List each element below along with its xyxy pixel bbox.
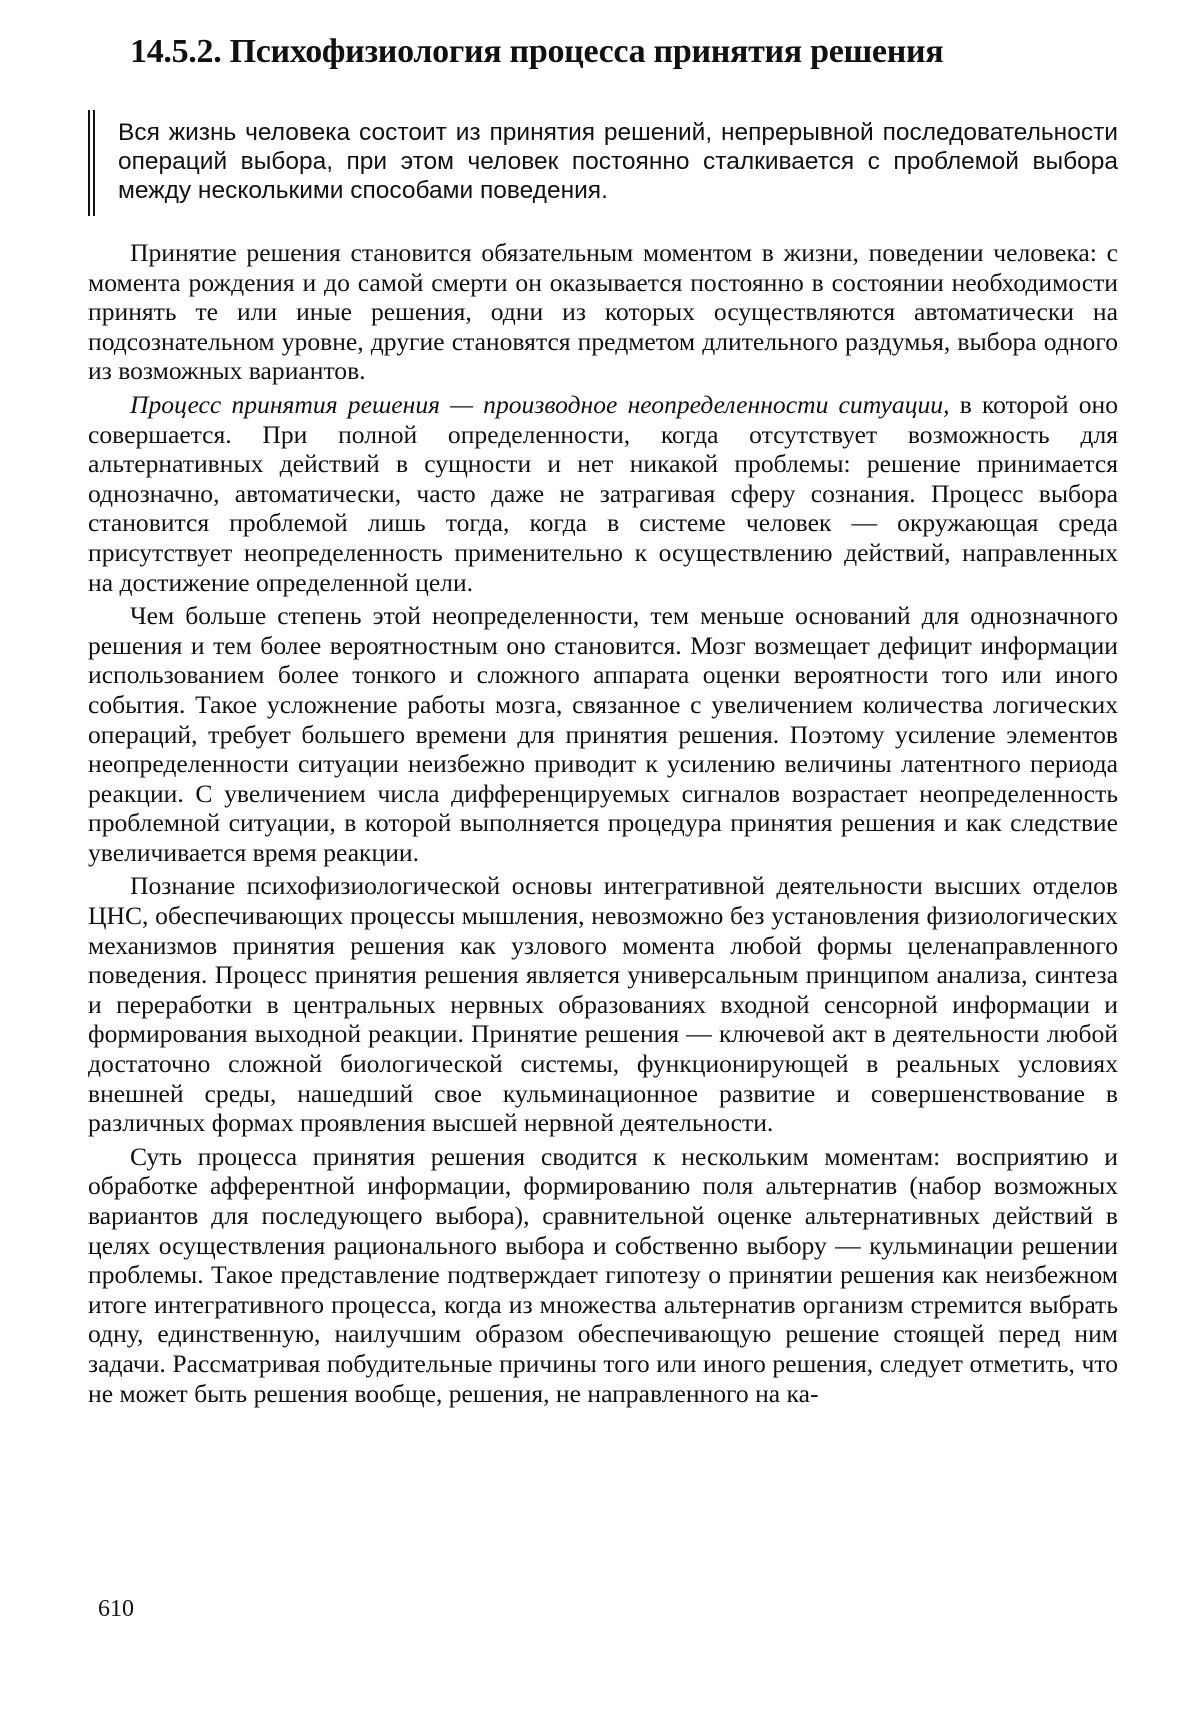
body-text	[88, 238, 1118, 1408]
page-number: 610	[98, 1596, 134, 1622]
paragraph-5	[88, 1142, 1118, 1408]
summary-marker-bar	[88, 110, 95, 216]
paragraph-1	[88, 238, 1118, 386]
summary-text: Вся жизнь человека состоит из принятия решений, непрерывной последовательности операций выбора, при этом человек постоянно сталкивается с проблемой выбора между несколькими способами поведения.	[118, 119, 1118, 204]
summary-block	[88, 118, 1118, 205]
paragraph-1-text: Принятие решения становится обязательным моментом в жизни, поведении человека: с момента рождения и до самой смерти он оказывается постоянно в состоянии необходимости принять те или иные решения, одни из которых осуществляются автоматически на подсознательном уровне, другие становятся предметом длительного раздумья, выбора одного из возможных вариантов.	[88, 238, 1118, 386]
paragraph-3	[88, 601, 1118, 867]
paragraph-2-italic-lead: Процесс принятия решения — производное неопределенности ситуации,	[130, 389, 950, 419]
section-heading: 14.5.2. Психофизиология процесса принятия решения	[130, 33, 944, 70]
document-page	[88, 30, 1118, 1408]
paragraph-5-text: Суть процесса принятия решения сводится к нескольким моментам: восприятию и обработке афферентной информации, формированию поля альтернатив (набор возможных вариантов для последующего выбора), сравнительной оценке альтернативных действий в целях осуществления рационального выбора и собственно выбору — кульминации решении проблемы. Такое представление подтверждает гипотезу о принятии решения как неизбежном итоге интегративного процесса, когда из множества альтернатив организм стремится выбрать одну, единственную, наилучшим образом обеспечивающую решение стоящей перед ним задачи. Рассматривая побудительные причины того или иного решения, следует отметить, что не может быть решения вообще, решения, не направленного на ка-	[88, 1141, 1118, 1408]
paragraph-2-text: в которой оно совершается. При полной определенности, когда отсутствует возможность для альтернативных действий в сущности и нет никакой проблемы: решение принимается однозначно, автоматически, часто даже не затрагивая сферу сознания. Процесс выбора становится проблемой лишь тогда, когда в системе человек — окружающая среда присутствует неопределенность применительно к осуществлению действий, направленных на достижение определенной цели.	[88, 389, 1118, 597]
paragraph-4	[88, 871, 1118, 1137]
paragraph-3-text: Чем больше степень этой неопределенности, тем меньше оснований для однозначного решения и тем более вероятностным оно становится. Мозг возмещает дефицит информации использованием более тонкого и сложного аппарата оценки вероятности того или иного события. Такое усложнение работы мозга, связанное с увеличением количества логических операций, требует большего времени для принятия решения. Поэтому усиление элементов неопределенности ситуации неизбежно приводит к усилению величины латентного периода реакции. С увеличением числа дифференцируемых сигналов возрастает неопределенность проблемной ситуации, в которой выполняется процедура принятия решения и как следствие увеличивается время реакции.	[88, 601, 1118, 867]
paragraph-4-text: Познание психофизиологической основы интегративной деятельности высших отделов ЦНС, обеспечивающих процессы мышления, невозможно без установления физиологических механизмов принятия решения как узлового момента любой формы целенаправленного поведения. Процесс принятия решения является универсальным принципом анализа, синтеза и переработки в центральных нервных образованиях входной сенсорной информации и формирования выходной реакции. Принятие решения — ключевой акт в деятельности любой достаточно сложной биологической системы, функционирующей в реальных условиях внешней среды, нашедший свое кульминационное развитие и совершенствование в различных формах проявления высшей нервной деятельности.	[88, 871, 1118, 1138]
paragraph-2	[88, 390, 1118, 597]
